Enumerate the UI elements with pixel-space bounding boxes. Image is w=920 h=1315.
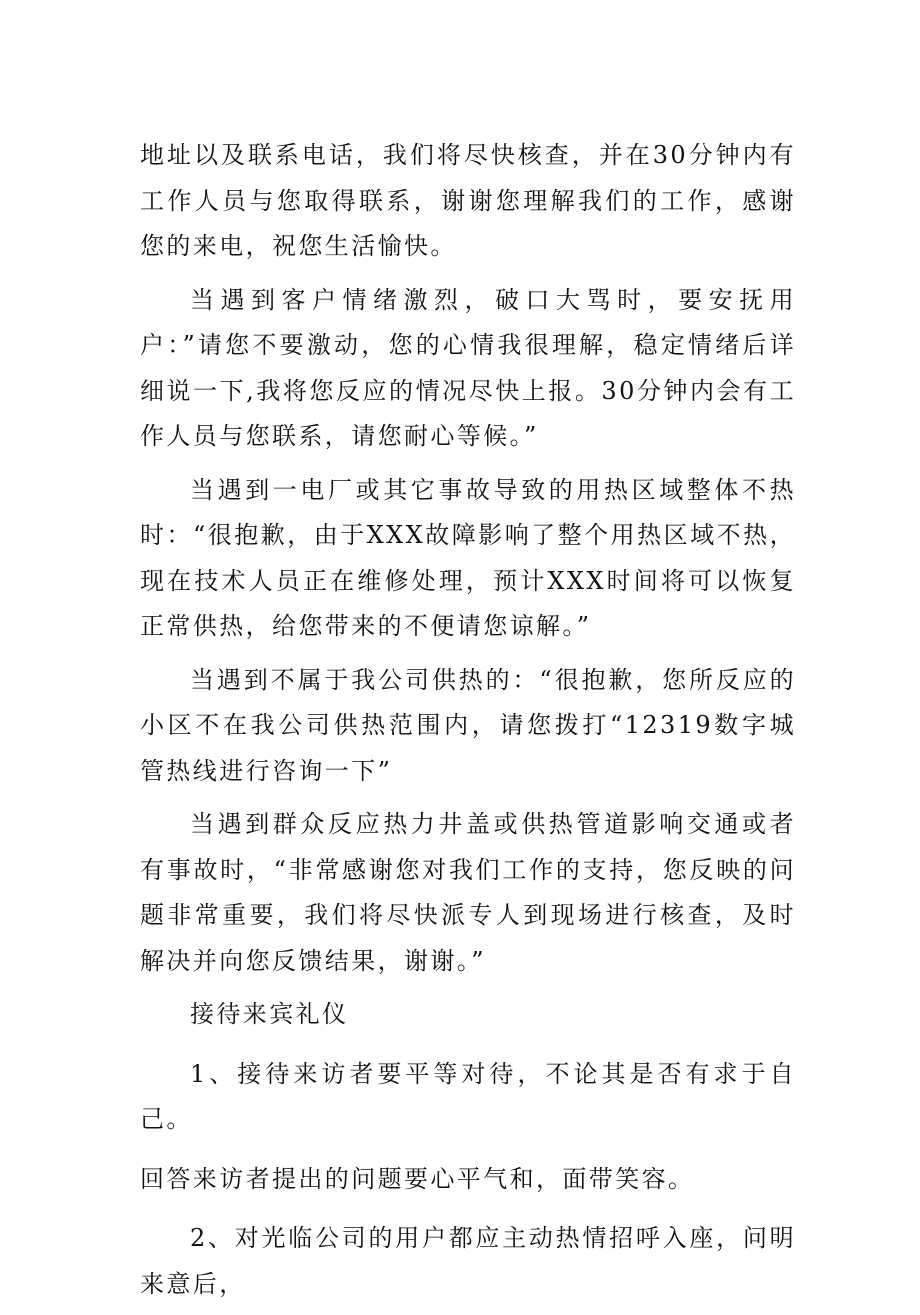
paragraph-traffic-incident: 当遇到群众反应热力井盖或供热管道影响交通或者有事故时，“非常感谢您对我们工作的支持，您反映的问题非常重要，我们将尽快派专人到现场进行核查，及时解决并向您反馈结果，谢谢。” bbox=[140, 810, 796, 975]
paragraph-area-outage: 当遇到一电厂或其它事故导致的用热区域整体不热时：“很抱歉，由于XXX故障影响了整个用热区域不热，现在技术人员正在维修处理，预计XXX时间将可以恢复正常供热，给您带来的不便请您谅解。” bbox=[140, 475, 796, 640]
paragraph-rule-1: 1、接待来访者要平等对待，不论其是否有求于自己。 bbox=[140, 1059, 796, 1133]
paragraph-rule-2: 2、对光临公司的用户都应主动热情招呼入座，问明来意后， bbox=[140, 1224, 796, 1298]
paragraph-contact-followup: 地址以及联系电话，我们将尽快核查，并在30分钟内有工作人员与您取得联系，谢谢您理解我们的工作，感谢您的来电，祝您生活愉快。 bbox=[140, 141, 796, 260]
document-body bbox=[140, 133, 796, 1315]
section-heading-visitor-etiquette: 接待来宾礼仪 bbox=[190, 1000, 349, 1028]
paragraph-not-serviced: 当遇到不属于我公司供热的：“很抱歉，您所反应的小区不在我公司供热范围内，请您拨打“12319数字城管热线进行咨询一下” bbox=[140, 665, 796, 785]
paragraph-rule-1-continued: 回答来访者提出的问题要心平气和，面带笑容。 bbox=[140, 1164, 695, 1193]
paragraph-angry-customer: 当遇到客户情绪激烈，破口大骂时，要安抚用户：”请您不要激动，您的心情我很理解，稳定情绪后详细说一下,我将您反应的情况尽快上报。30分钟内会有工作人员与您联系，请您耐心等候。” bbox=[140, 285, 796, 450]
